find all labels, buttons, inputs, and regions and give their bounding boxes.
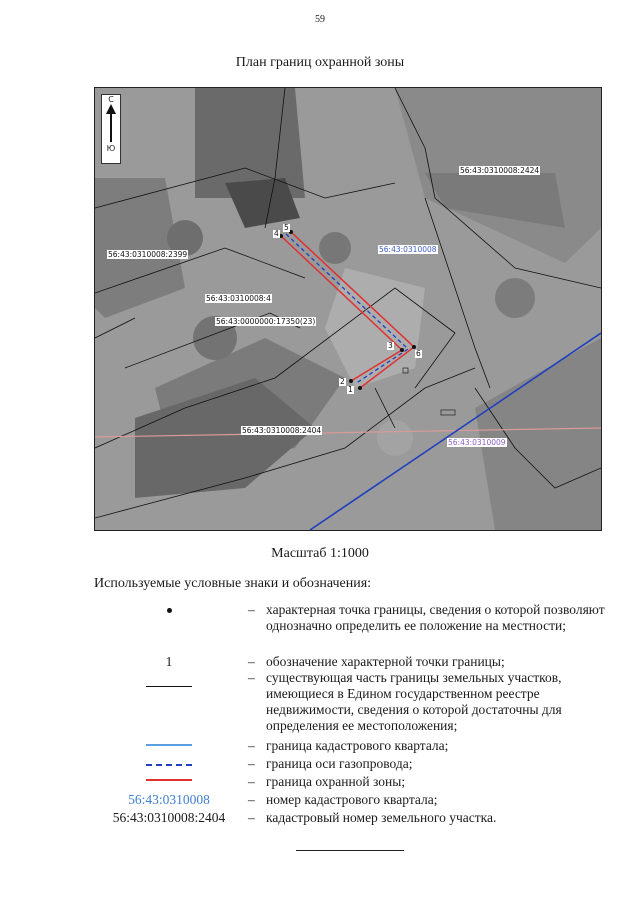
point-label: 4 — [274, 229, 279, 238]
legend-dash: – — [248, 602, 255, 617]
closing-rule — [296, 850, 404, 851]
legend-symbol — [94, 736, 244, 752]
legend-dash: – — [248, 756, 255, 771]
parcel-label-4: 56:43:0310008:4 — [206, 294, 271, 303]
parcel-label-2399: 56:43:0310008:2399 — [108, 250, 188, 259]
legend-row — [94, 670, 614, 736]
legend-text: граница оси газопровода; — [266, 756, 413, 771]
legend-heading: Используемые условные знаки и обозначения: — [94, 576, 372, 591]
map-image — [94, 87, 602, 531]
legend-symbol — [94, 756, 244, 772]
legend-dash: – — [248, 792, 255, 807]
page-title: План границ охранной зоны — [235, 55, 405, 70]
quarter-label-0310009: 56:43:0310009 — [448, 438, 506, 447]
red-line-icon — [146, 779, 192, 781]
lightblue-line-icon — [146, 744, 192, 746]
legend-symbol: 1 — [165, 654, 173, 669]
legend-symbol — [94, 678, 244, 694]
legend-dash: – — [248, 774, 255, 789]
legend-symbol — [94, 602, 244, 618]
legend-text: характерная точка границы, сведения о которой позволяют однозначно определить ее положение на местности; — [266, 602, 605, 633]
parcel-label-17350: 56:43:0000000:17350(23) — [216, 317, 316, 326]
dashed-blue-line-icon — [146, 764, 192, 766]
quarter-label-0310008: 56:43:0310008 — [379, 245, 437, 254]
legend-row — [94, 602, 614, 652]
legend-dash: – — [248, 670, 255, 685]
page-number: 59 — [315, 14, 325, 25]
point-label: 1 — [348, 385, 353, 394]
legend-symbol: 56:43:0310008 — [128, 792, 210, 807]
point-label: 6 — [416, 349, 421, 358]
legend-dash: – — [248, 810, 255, 825]
legend-symbol: 56:43:0310008:2404 — [112, 810, 226, 825]
legend-text: существующая часть границы земельных участков, имеющиеся в Едином государственном реестре недвижимости, сведения о которой достаточны для определения ее местоположения; — [266, 670, 562, 733]
parcel-label-2404: 56:43:0310008:2404 — [242, 426, 322, 435]
compass-south-label: Ю — [106, 144, 116, 153]
legend-dash: – — [248, 654, 255, 669]
aerial-photo — [95, 88, 601, 530]
legend-symbol — [94, 771, 244, 787]
point-dot-icon — [167, 608, 172, 613]
point-label: 2 — [340, 377, 345, 386]
north-arrow-icon — [102, 104, 120, 144]
point-label: 3 — [388, 341, 393, 350]
legend-text: граница охранной зоны; — [266, 774, 406, 789]
legend-dash: – — [248, 738, 255, 753]
point-label: 5 — [284, 223, 289, 232]
legend-text: номер кадастрового квартала; — [266, 792, 438, 807]
compass-rose — [101, 94, 121, 164]
compass-north-label: С — [108, 95, 114, 104]
legend-text: граница кадастрового квартала; — [266, 738, 449, 753]
black-line-icon — [146, 686, 192, 687]
legend-text: кадастровый номер земельного участка. — [266, 810, 497, 825]
parcel-label-2424: 56:43:0310008:2424 — [460, 166, 540, 175]
map-scale: Масштаб 1:1000 — [271, 546, 369, 561]
legend-text: обозначение характерной точки границы; — [266, 654, 505, 669]
